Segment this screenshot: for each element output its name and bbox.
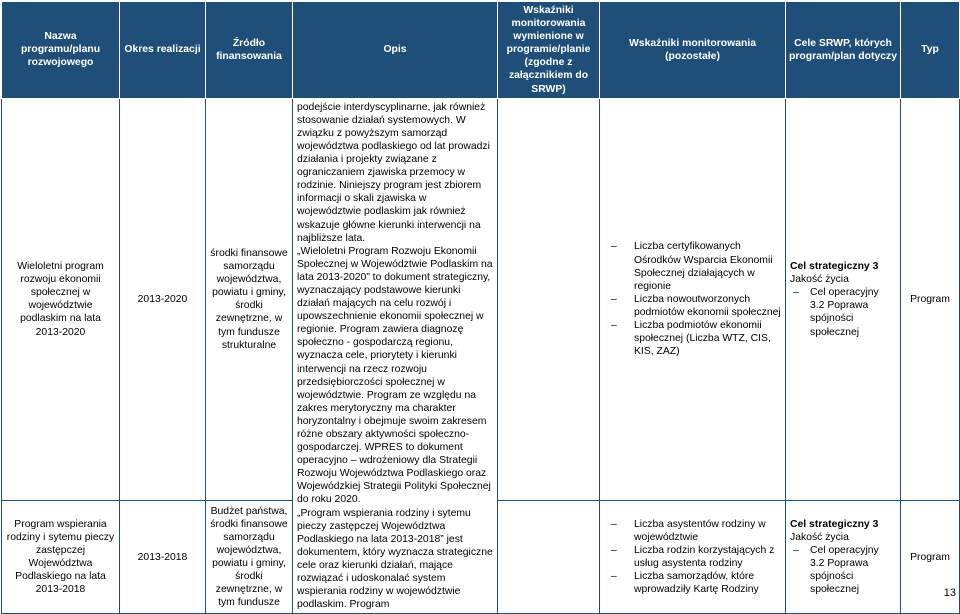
indicator-list — [604, 240, 781, 358]
description-paragraph: podejście interdyscyplinarne, jak również stosowanie działań systemowych. W związku z powyższym samorząd województwa podlaskiego od lat prowadzi działania i projekty związane z ograniczaniem zjawiska przemocy w rodzinie. Niniejszy program jest zbiorem informacji o skali zjawiska w województwie podlaskim jak również wskazuje główne kierunki interwencji na najbliższe lata. — [297, 101, 490, 244]
goal-line: Jakość życia — [790, 532, 849, 543]
header-program-name: Nazwa programu/planu rozwojowego — [2, 2, 120, 99]
srwp-indicators-cell — [498, 501, 600, 614]
list-item: – Liczba certyfikowanych Ośrodków Wsparcia Ekonomii Społecznej działających w regionie — [604, 240, 781, 292]
list-item: – Cel operacyjny 3.2 Poprawa spójności społecznej — [790, 544, 896, 596]
srwp-indicators-cell — [498, 98, 600, 500]
list-item: – Liczba podmiotów ekonomii społecznej (Liczba WTZ, CIS, KIS, ZAZ) — [604, 319, 781, 358]
indicator-list — [604, 518, 781, 597]
funding-cell: Budżet państwa, środki finansowe samorządu województwa, powiatu i gminy, środki zewnętrzne, w tym fundusze — [206, 501, 293, 614]
list-item: – Liczba asystentów rodziny w województwie — [604, 518, 781, 544]
other-indicators-cell — [600, 501, 786, 614]
type-cell: Program — [901, 98, 960, 500]
header-period: Okres realizacji — [120, 2, 206, 99]
header-other-indicators: Wskaźniki monitorowania (pozostałe) — [600, 2, 786, 99]
header-funding: Źródło finansowania — [206, 2, 293, 99]
goal-line: Jakość życia — [790, 274, 849, 286]
description-paragraph: „Program wspierania rodziny i sytemu pieczy zastępczej Województwa Podlaskiego na lata 2013-2018” jest dokumentem, który wyznacza strategiczne cele oraz kierunki działań, mające rozwiązać i udoskonalać system wspierania rodziny w województwie podlaskim. Program — [297, 507, 493, 611]
goal-list — [790, 286, 896, 338]
period-cell: 2013-2020 — [120, 98, 206, 500]
description-cell — [293, 98, 498, 614]
other-indicators-cell — [600, 98, 786, 500]
list-item: – Liczba nowoutworzonych podmiotów ekonomii społecznej — [604, 293, 781, 319]
list-item: – Cel operacyjny 3.2 Poprawa spójności społecznej — [790, 286, 896, 338]
goals-cell — [786, 98, 901, 500]
program-name-cell: Wieloletni program rozwoju ekonomii społecznej w województwie podlaskim na lata 2013-2020 — [2, 98, 120, 500]
programs-table — [1, 1, 960, 614]
period-cell: 2013-2018 — [120, 501, 206, 614]
goal-title: Cel strategiczny 3 — [790, 518, 879, 530]
page-number: 13 — [943, 587, 956, 599]
header-srwp-indicators: Wskaźniki monitorowania wymienione w programie/planie (zgodne z załącznikiem do SRWP) — [498, 2, 600, 99]
goal-title: Cel strategiczny 3 — [790, 261, 879, 273]
list-item: – Liczba rodzin korzystających z usług asystenta rodziny — [604, 544, 781, 570]
description-paragraph: „Wieloletni Program Rozwoju Ekonomii Społecznej w Województwie Podlaskim na lata 2013-2020” to dokument strategiczny, wyznaczający podstawowe kierunki działań mających na celu rozwój i upowszechnienie ekonomii społecznej w regionie. Program zawiera diagnozę społeczno - gospodarczą regionu, wyznacza cele, priorytety i kierunki interwencji na rzecz rozwoju przedsiębiorczości społecznej w województwie. Program ze względu na zakres merytoryczny ma charakter horyzontalny i obejmuje swoim zakresem różne obszary aktywności społeczno-gospodarczej. WPRES to dokument operacyjno – wdrożeniowy dla Strategii Rozwoju Województwa Podlaskiego oraz Wojewódzkiej Strategii Polityki Społecznej do roku 2020. — [297, 245, 493, 506]
type-cell: Program — [901, 501, 960, 614]
header-type: Typ — [901, 2, 960, 99]
header-description: Opis — [293, 2, 498, 99]
program-name-cell: Program wspierania rodziny i sytemu pieczy zastępczej Województwa Podlaskiego na lata 2013-2018 — [2, 501, 120, 614]
table-row — [2, 98, 960, 500]
goals-cell — [786, 501, 901, 614]
goal-list — [790, 544, 896, 596]
funding-cell: środki finansowe samorządu województwa, powiatu i gminy, środki zewnętrzne, w tym fundusze strukturalne — [206, 98, 293, 500]
list-item: – Liczba samorządów, które wprowadziły Kartę Rodziny — [604, 570, 781, 596]
header-srwp-goals: Cele SRWP, których program/plan dotyczy — [786, 2, 901, 99]
